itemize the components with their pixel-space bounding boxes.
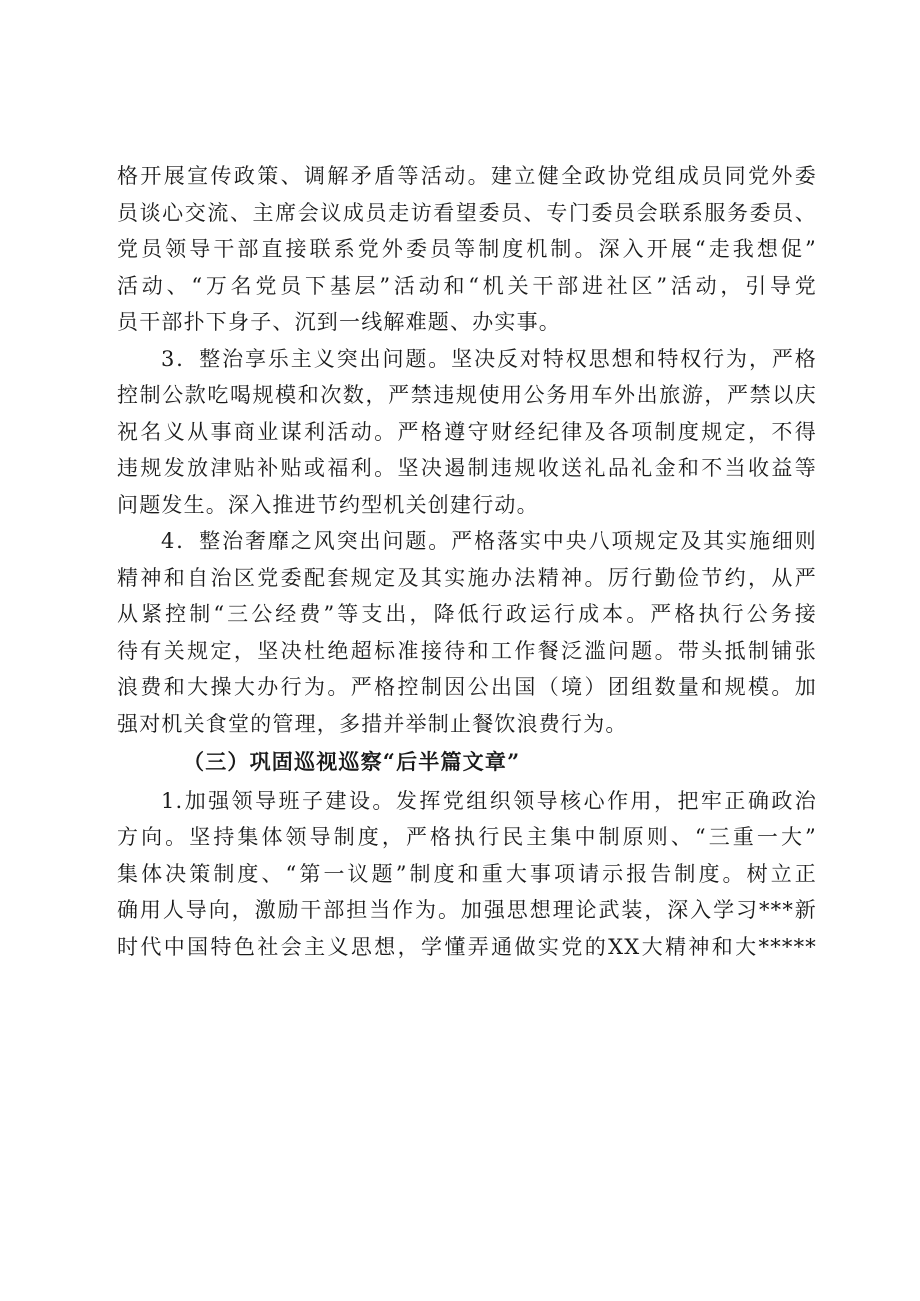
text-line: 强对机关食堂的管理，多措并举制止餐饮浪费行为。	[117, 711, 628, 736]
text-line: 从紧控制“三公经费”等支出，降低行政运行成本。严格执行公务接	[117, 602, 817, 626]
text-line: 3．整治享乐主义突出问题。坚决反对特权思想和特权行为，严格	[161, 346, 817, 371]
text-line: 员干部扑下身子、沉到一线解难题、办实事。	[117, 310, 561, 334]
text-line: 精神和自治区党委配套规定及其实施办法精神。厉行勤俭节约，从严	[117, 565, 817, 590]
paragraph-2	[117, 341, 817, 524]
text-line: 4．整治奢靡之风突出问题。严格落实中央八项规定及其实施细则	[161, 529, 817, 553]
text-line: 控制公款吃喝规模和次数，严禁违规使用公务用车外出旅游，严禁以庆	[117, 383, 817, 407]
text-line: 问题发生。深入推进节约型机关创建行动。	[117, 492, 539, 517]
paragraph-4	[117, 783, 817, 966]
paragraph-3	[117, 523, 817, 742]
text-line: 违规发放津贴补贴或福利。坚决遏制违规收送礼品礼金和不当收益等	[117, 456, 817, 480]
text-line: 方向。坚持集体领导制度，严格执行民主集中制原则、“三重一大”	[117, 825, 817, 849]
text-line: 集体决策制度、“第一议题”制度和重大事项请示报告制度。树立正	[117, 861, 817, 886]
text-line: 浪费和大操大办行为。严格控制因公出国（境）团组数量和规模。加	[117, 675, 817, 699]
text-line: 时代中国特色社会主义思想，学懂弄通做实党的XX大精神和大*****	[117, 934, 817, 959]
section-heading-text: （三）巩固巡视巡察“后半篇文章”	[183, 749, 521, 774]
text-line: 员谈心交流、主席会议成员走访看望委员、专门委员会联系服务委员、	[117, 200, 817, 225]
text-line: 祝名义从事商业谋利活动。严格遵守财经纪律及各项制度规定，不得	[117, 419, 817, 444]
paragraph-1	[117, 158, 817, 341]
text-line: 1.加强领导班子建设。发挥党组织领导核心作用，把牢正确政治	[161, 788, 817, 813]
text-line: 党员领导干部直接联系党外委员等制度机制。深入开展“走我想促”	[117, 237, 817, 261]
text-line: 格开展宣传政策、调解矛盾等活动。建立健全政协党组成员同党外委	[117, 164, 817, 188]
document-body	[117, 158, 817, 965]
section-heading	[117, 744, 817, 781]
text-line: 待有关规定，坚决杜绝超标准接待和工作餐泛滥问题。带头抵制铺张	[117, 638, 817, 663]
text-line: 确用人导向，激励干部担当作为。加强思想理论武装，深入学习***新	[117, 898, 817, 922]
text-line: 活动、“万名党员下基层”活动和“机关干部进社区”活动，引导党	[117, 273, 817, 298]
